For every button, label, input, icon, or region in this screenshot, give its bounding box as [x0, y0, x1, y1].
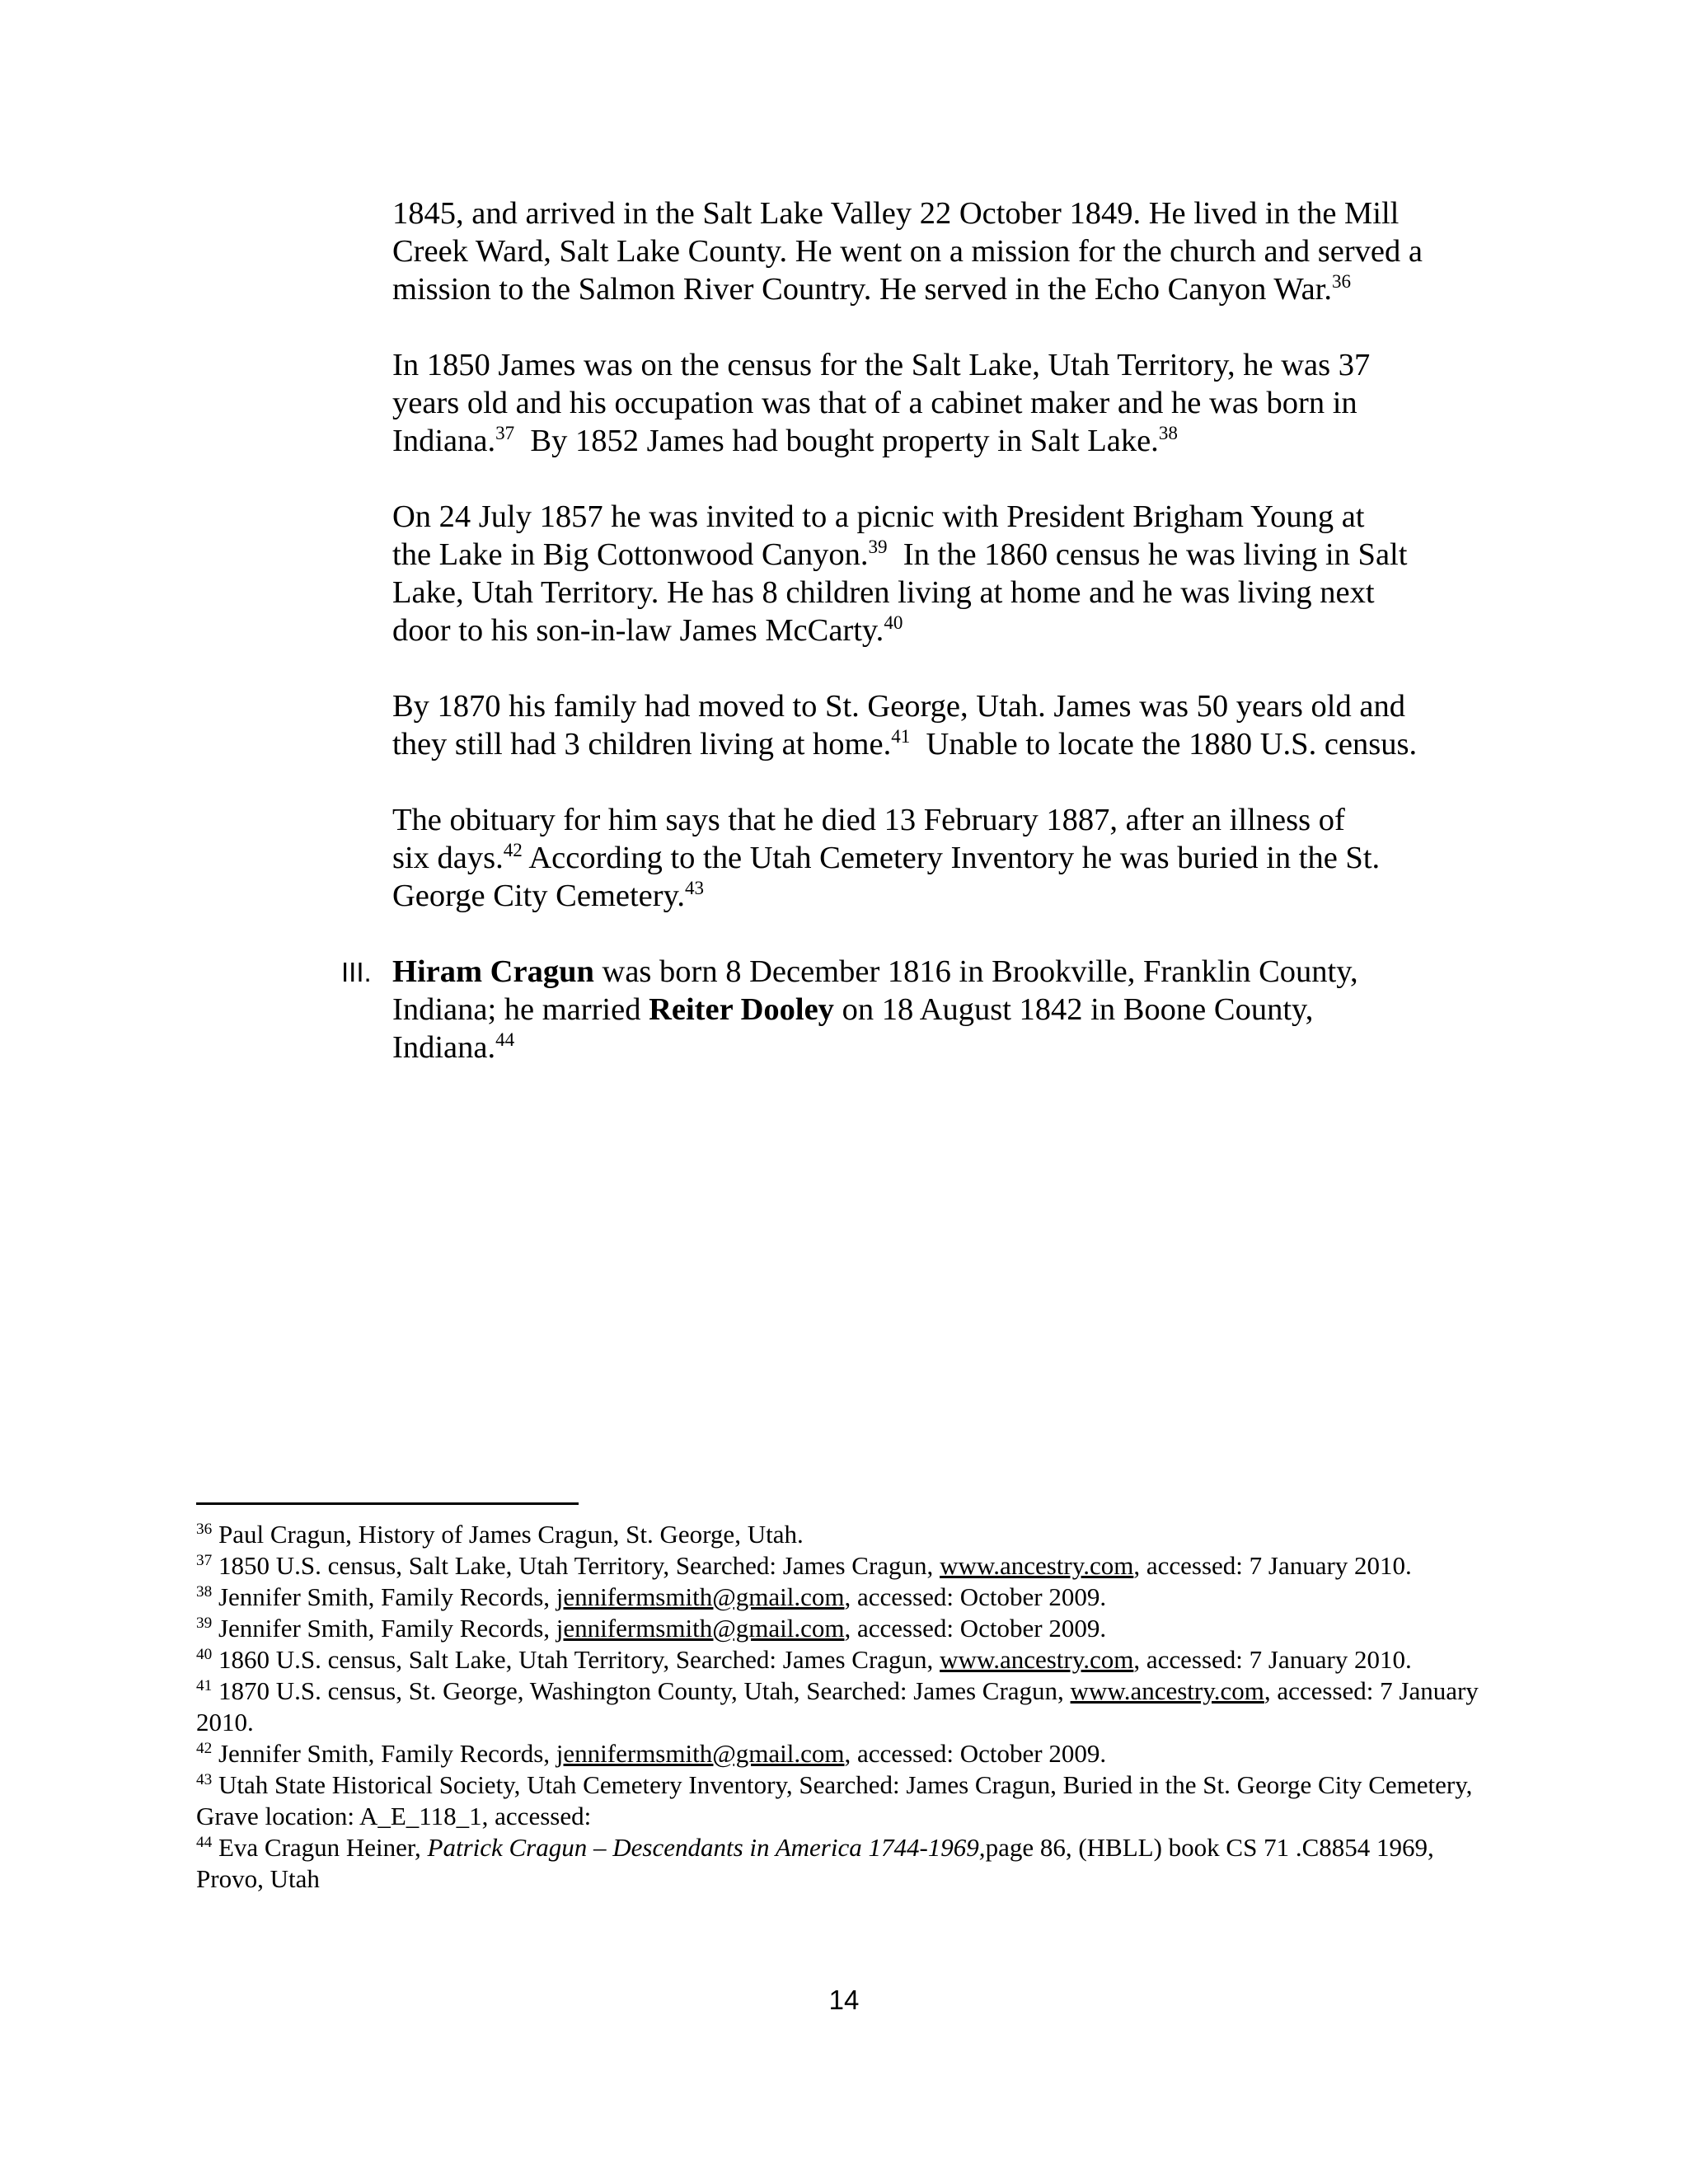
footnote-number: 36	[196, 1521, 213, 1539]
footnote-text: Utah State Historical Society, Utah Cemetery Inventory, Searched: James Cragun, Buried in the St. George City Cemetery, Grave location: A_E_118_1, accessed:	[196, 1770, 1473, 1830]
text-line: they still had 3 children living at home.	[392, 727, 892, 762]
footnote	[196, 1675, 1498, 1738]
footnote	[196, 1644, 1498, 1675]
text-line: Indiana.	[392, 1030, 496, 1065]
page-number: 14	[828, 1985, 860, 2015]
footnote	[196, 1769, 1498, 1832]
footnote-ref[interactable]: 36	[1331, 269, 1352, 292]
footnote-text: Jennifer Smith, Family Records,	[212, 1614, 556, 1643]
footnote-text: 1870 U.S. census, St. George, Washington County, Utah, Searched: James Cragun,	[212, 1676, 1071, 1705]
footnote-ref[interactable]: 37	[495, 421, 515, 443]
footnote-link[interactable]: www.ancestry.com	[940, 1551, 1134, 1580]
text-line: mission to the Salmon River Country. He served in the Echo Canyon War.	[392, 272, 1332, 307]
footnote-number: 39	[196, 1615, 213, 1633]
footnote	[196, 1519, 1498, 1550]
footnote-text: , accessed: 7 January 2010.	[1133, 1551, 1412, 1580]
footnote-number: 40	[196, 1646, 213, 1664]
footnote	[196, 1832, 1498, 1895]
entry-numeral: III.	[341, 957, 372, 987]
footnote-text: 1860 U.S. census, Salt Lake, Utah Territory, Searched: James Cragun,	[212, 1645, 940, 1674]
text-line: on 18 August 1842 in Boone County,	[833, 992, 1314, 1027]
person-name: Hiram Cragun	[392, 954, 594, 989]
footnote-ref[interactable]: 39	[868, 535, 888, 557]
footnote-ref[interactable]: 38	[1158, 421, 1178, 443]
text-line: Lake, Utah Territory. He has 8 children living at home and he was living next	[392, 575, 1375, 610]
paragraph	[392, 194, 1489, 308]
footnote-text: , accessed: October 2009.	[844, 1614, 1107, 1643]
book-title: Patrick Cragun – Descendants in America 1744-1969,	[427, 1833, 986, 1862]
text-line: door to his son-in-law James McCarty.	[392, 613, 884, 648]
footnote-ref[interactable]: 40	[884, 611, 903, 633]
text-line: Indiana; he married	[392, 992, 649, 1027]
text-line: 1845, and arrived in the Salt Lake Valley 22 October 1849. He lived in the Mill	[392, 196, 1400, 231]
footnote-link[interactable]: www.ancestry.com	[1070, 1676, 1264, 1705]
footnote-text: , accessed: 7 January 2010.	[1133, 1645, 1412, 1674]
spouse-name: Reiter Dooley	[649, 992, 834, 1027]
paragraph	[392, 687, 1489, 763]
text-line: On 24 July 1857 he was invited to a picnic with President Brigham Young at	[392, 499, 1365, 534]
footnote-text: Eva Cragun Heiner,	[212, 1833, 428, 1862]
text-line: Creek Ward, Salt Lake County. He went on a mission for the church and served a	[392, 234, 1423, 269]
text-line: In 1850 James was on the census for the Salt Lake, Utah Territory, he was 37	[392, 348, 1371, 382]
footnote-text: 1850 U.S. census, Salt Lake, Utah Territory, Searched: James Cragun,	[212, 1551, 940, 1580]
footnote-text: Paul Cragun, History of James Cragun, St. George, Utah.	[212, 1520, 804, 1549]
footnote-ref[interactable]: 44	[495, 1028, 515, 1050]
text-line: years old and his occupation was that of a cabinet maker and he was born in	[392, 386, 1357, 420]
footnote-number: 42	[196, 1740, 213, 1758]
footnote-separator	[196, 1502, 579, 1505]
footnote-text: page 86, (HBLL) book CS 71 .C8854 1969, Provo, Utah	[196, 1833, 1434, 1893]
footnote-text: Jennifer Smith, Family Records,	[212, 1582, 556, 1611]
body-text	[341, 194, 1489, 1066]
footnote-number: 38	[196, 1583, 213, 1601]
text-line: The obituary for him says that he died 13 February 1887, after an illness of	[392, 803, 1345, 837]
footnote-text: , accessed: October 2009.	[844, 1582, 1107, 1611]
footnote-link[interactable]: jennifermsmith@gmail.com	[556, 1582, 845, 1611]
footnote-number: 44	[196, 1834, 213, 1852]
text-line: was born 8 December 1816 in Brookville, Franklin County,	[593, 954, 1358, 989]
text-line: Indiana.	[392, 424, 496, 458]
footnote-link[interactable]: jennifermsmith@gmail.com	[556, 1614, 845, 1643]
footnote-link[interactable]: www.ancestry.com	[940, 1645, 1134, 1674]
text-line: By 1852 James had bought property in Salt Lake.	[514, 424, 1159, 458]
genealogy-entry	[341, 953, 1489, 1066]
paragraph	[392, 498, 1489, 649]
footnotes	[196, 1519, 1498, 1895]
footnote	[196, 1738, 1498, 1769]
text-line: By 1870 his family had moved to St. George, Utah. James was 50 years old and	[392, 689, 1405, 724]
footnote-number: 41	[196, 1677, 213, 1695]
footnote-text: , accessed: 7 January 2010.	[196, 1676, 1479, 1736]
text-line: In the 1860 census he was living in Salt	[887, 537, 1408, 572]
footnote-ref[interactable]: 43	[684, 876, 705, 898]
footnote-text: Jennifer Smith, Family Records,	[212, 1739, 556, 1768]
footnote-number: 37	[196, 1552, 213, 1570]
text-line: According to the Utah Cemetery Inventory he was buried in the St.	[522, 841, 1381, 875]
footnote	[196, 1582, 1498, 1613]
footnote-text: , accessed: October 2009.	[844, 1739, 1107, 1768]
footnote-ref[interactable]: 42	[503, 838, 523, 860]
paragraph	[392, 346, 1489, 460]
footnote-number: 43	[196, 1771, 213, 1789]
text-line: six days.	[392, 841, 504, 875]
text-line: Unable to locate the 1880 U.S. census.	[910, 727, 1418, 762]
paragraph	[392, 801, 1489, 915]
footnote-ref[interactable]: 41	[891, 724, 911, 747]
text-line: George City Cemetery.	[392, 879, 685, 913]
footnote	[196, 1613, 1498, 1644]
text-line: the Lake in Big Cottonwood Canyon.	[392, 537, 869, 572]
footnote	[196, 1550, 1498, 1582]
footnote-link[interactable]: jennifermsmith@gmail.com	[556, 1739, 845, 1768]
